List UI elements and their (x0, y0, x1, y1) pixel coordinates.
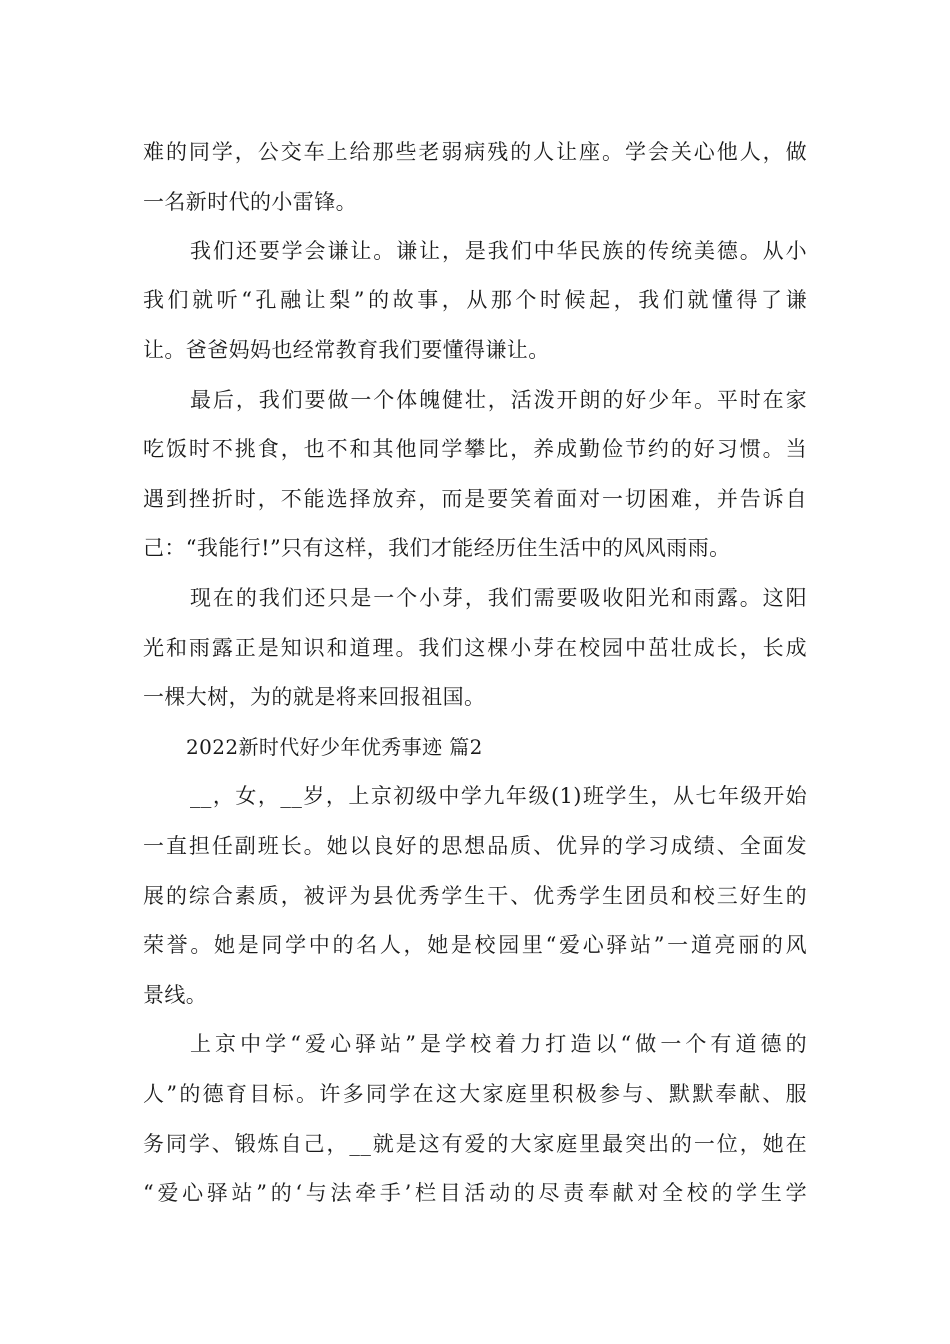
text-line: 难的同学，公交车上给那些老弱病残的人让座。学会关心他人，做 (143, 140, 807, 164)
text-line: 一名新时代的小雷锋。 (143, 190, 357, 214)
text-line: 让。爸爸妈妈也经常教育我们要懂得谦让。 (143, 338, 550, 362)
text-line: 己：“我能行!”只有这样，我们才能经历住生活中的风风雨雨。 (143, 536, 731, 560)
text-line: 人”的德育目标。许多同学在这大家庭里积极参与、默默奉献、服 (143, 1082, 807, 1106)
text-line: 光和雨露正是知识和道理。我们这棵小芽在校园中茁壮成长，长成 (143, 636, 807, 660)
section-heading: 2022新时代好少年优秀事迹 篇2 (186, 735, 483, 759)
paragraph-first-line: 上京中学“爱心驿站”是学校着力打造以“做一个有道德的 (190, 1032, 807, 1056)
text-line: 一直担任副班长。她以良好的思想品质、优异的学习成绩、全面发 (143, 834, 807, 858)
text-line: 遇到挫折时，不能选择放弃，而是要笑着面对一切困难，并告诉自 (143, 487, 807, 511)
text-line: 务同学、锻炼自己，__就是这有爱的大家庭里最突出的一位，她在 (143, 1132, 807, 1156)
paragraph-first-line: 现在的我们还只是一个小芽，我们需要吸收阳光和雨露。这阳 (190, 586, 807, 610)
text-line: 荣誉。她是同学中的名人，她是校园里“爱心驿站”一道亮丽的风 (143, 933, 807, 957)
text-line: 一棵大树，为的就是将来回报祖国。 (143, 685, 486, 709)
paragraph-first-line: __，女，__岁，上京初级中学九年级(1)班学生，从七年级开始 (190, 784, 807, 808)
text-line: “爱心驿站”的‘与法牵手’栏目活动的尽责奉献对全校的学生学 (143, 1181, 807, 1205)
text-line: 我们就听“孔融让梨”的故事，从那个时候起，我们就懂得了谦 (143, 288, 807, 312)
paragraph-first-line: 我们还要学会谦让。谦让，是我们中华民族的传统美德。从小 (190, 239, 807, 263)
paragraph-first-line: 最后，我们要做一个体魄健壮，活泼开朗的好少年。平时在家 (190, 388, 807, 412)
text-line: 展的综合素质，被评为县优秀学生干、优秀学生团员和校三好生的 (143, 884, 807, 908)
text-line: 景线。 (143, 983, 208, 1007)
text-line: 吃饭时不挑食，也不和其他同学攀比，养成勤俭节约的好习惯。当 (143, 437, 807, 461)
